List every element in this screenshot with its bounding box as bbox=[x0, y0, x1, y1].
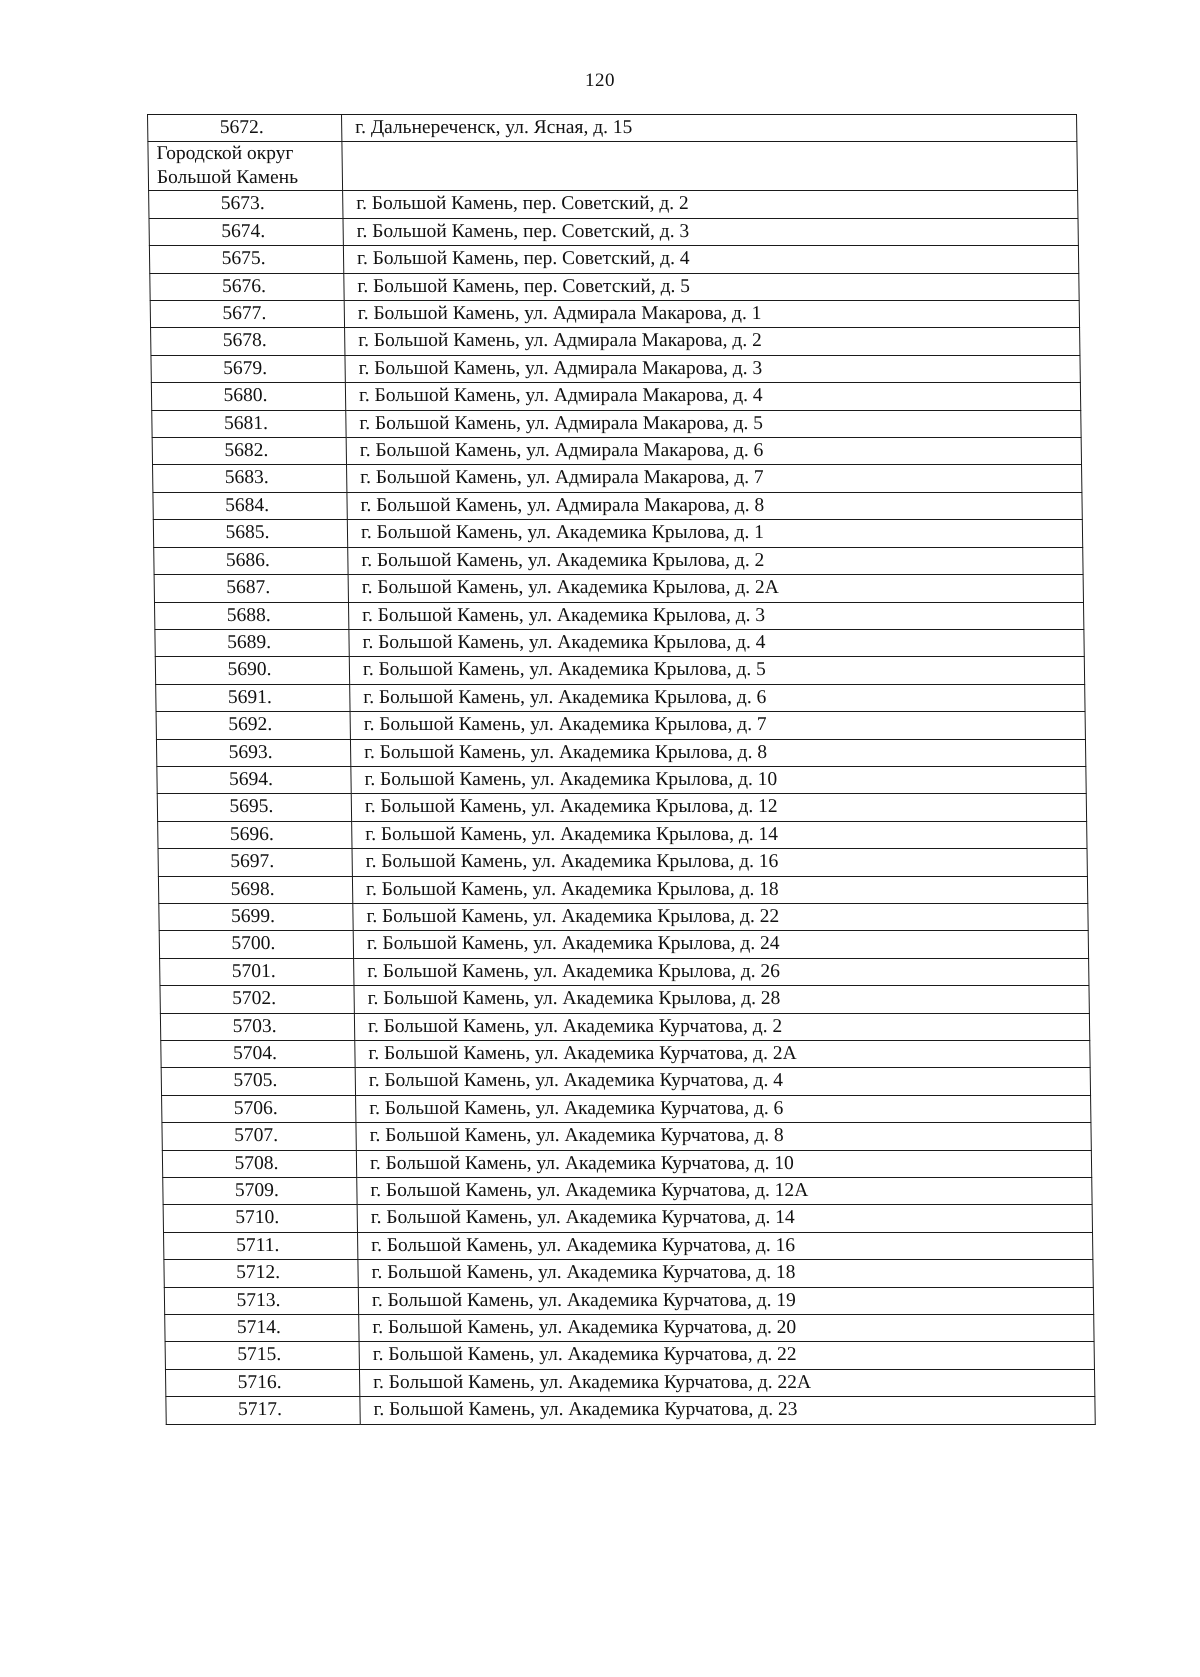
address-cell: г. Большой Камень, ул. Академика Крылова, д. 12 bbox=[351, 794, 1086, 821]
row-number: 5693. bbox=[228, 741, 273, 763]
row-number: 5678. bbox=[222, 330, 267, 352]
row-number: 5684. bbox=[225, 494, 270, 516]
row-number-cell bbox=[154, 602, 348, 629]
table-row bbox=[160, 958, 1089, 985]
address-table-body bbox=[148, 115, 1096, 1425]
row-number: 5674. bbox=[221, 220, 266, 242]
row-number-cell bbox=[152, 438, 346, 465]
table-row bbox=[161, 1041, 1090, 1068]
row-number-cell bbox=[163, 1205, 357, 1232]
address-cell: г. Большой Камень, ул. Академика Курчатова, д. 4 bbox=[355, 1068, 1090, 1095]
row-number: 5697. bbox=[230, 851, 275, 873]
address-cell: г. Большой Камень, ул. Академика Крылова, д. 4 bbox=[349, 629, 1084, 656]
row-number: 5694. bbox=[228, 768, 274, 790]
address-cell: г. Большой Камень, ул. Академика Крылова, д. 2А bbox=[348, 575, 1083, 602]
table-row bbox=[160, 1013, 1089, 1040]
row-number-cell bbox=[160, 958, 354, 985]
row-number-cell bbox=[164, 1287, 358, 1314]
row-number-cell bbox=[151, 328, 345, 355]
address-cell: г. Большой Камень, ул. Академика Курчатова, д. 2А bbox=[355, 1041, 1090, 1068]
row-number-cell bbox=[166, 1397, 360, 1424]
table-row bbox=[153, 465, 1082, 492]
row-number: 5677. bbox=[222, 303, 267, 325]
row-number: 5696. bbox=[229, 823, 274, 845]
table-row bbox=[159, 903, 1088, 930]
table-row bbox=[150, 301, 1079, 328]
row-number-cell bbox=[161, 1041, 355, 1068]
row-number-cell bbox=[151, 383, 345, 410]
table-row bbox=[155, 629, 1084, 656]
row-number-cell bbox=[156, 684, 350, 711]
table-row bbox=[149, 218, 1078, 245]
row-number: 5692. bbox=[228, 714, 273, 736]
row-number-cell bbox=[159, 903, 353, 930]
address-cell: г. Большой Камень, ул. Адмирала Макарова, д. 2 bbox=[345, 328, 1080, 355]
table-row bbox=[158, 876, 1087, 903]
address-cell: г. Большой Камень, ул. Академика Курчатова, д. 14 bbox=[357, 1205, 1092, 1232]
address-cell: г. Большой Камень, ул. Академика Крылова, д. 18 bbox=[352, 876, 1087, 903]
table-row bbox=[156, 684, 1085, 711]
row-number: 5689. bbox=[226, 631, 272, 653]
table-row bbox=[151, 328, 1080, 355]
table-row bbox=[161, 1068, 1090, 1095]
row-number: 5715. bbox=[237, 1344, 282, 1366]
group-name: Городской округ Большой Камень bbox=[148, 142, 343, 191]
address-cell: г. Большой Камень, ул. Академика Крылова, д. 1 bbox=[347, 520, 1082, 547]
row-number-cell bbox=[160, 1013, 354, 1040]
row-number-cell bbox=[153, 465, 347, 492]
row-number-cell bbox=[159, 931, 353, 958]
page-number: 120 bbox=[585, 70, 615, 91]
address-cell: г. Дальнереченск, ул. Ясная, д. 15 bbox=[342, 115, 1077, 142]
row-number: 5680. bbox=[223, 385, 268, 407]
address-cell: г. Большой Камень, ул. Академика Курчатова, д. 10 bbox=[356, 1150, 1091, 1177]
row-number-cell bbox=[153, 492, 347, 519]
table-row bbox=[154, 602, 1083, 629]
row-number: 5682. bbox=[224, 440, 269, 462]
row-number: 5700. bbox=[231, 933, 276, 955]
row-number-cell bbox=[164, 1260, 358, 1287]
address-cell: г. Большой Камень, ул. Академика Курчатова, д. 22А bbox=[359, 1369, 1094, 1396]
row-number: 5703. bbox=[232, 1015, 277, 1037]
row-number-cell bbox=[153, 520, 347, 547]
address-cell: г. Большой Камень, ул. Академика Курчатова, д. 20 bbox=[359, 1315, 1094, 1342]
row-number-cell bbox=[148, 115, 342, 142]
table-row bbox=[164, 1232, 1093, 1259]
address-cell: г. Большой Камень, ул. Адмирала Макарова, д. 4 bbox=[345, 383, 1080, 410]
row-number: 5706. bbox=[233, 1097, 278, 1119]
row-number-cell bbox=[154, 547, 348, 574]
row-number: 5672. bbox=[219, 117, 264, 138]
row-number-cell bbox=[164, 1232, 358, 1259]
row-number-cell bbox=[165, 1315, 359, 1342]
row-number: 5709. bbox=[234, 1180, 279, 1202]
table-row bbox=[151, 383, 1080, 410]
row-number: 5695. bbox=[229, 796, 274, 818]
address-cell: г. Большой Камень, ул. Академика Курчатова, д. 6 bbox=[356, 1095, 1091, 1122]
row-number-cell bbox=[156, 712, 350, 739]
row-number: 5690. bbox=[227, 659, 272, 681]
table-row bbox=[163, 1205, 1092, 1232]
table-row bbox=[165, 1342, 1094, 1369]
address-cell: г. Большой Камень, ул. Академика Курчатова, д. 23 bbox=[360, 1397, 1095, 1424]
address-cell: г. Большой Камень, ул. Академика Крылова, д. 14 bbox=[352, 821, 1087, 848]
address-cell: г. Большой Камень, ул. Адмирала Макарова, д. 6 bbox=[346, 438, 1081, 465]
row-number: 5673. bbox=[220, 193, 265, 215]
row-number-cell bbox=[151, 355, 345, 382]
empty-cell bbox=[342, 142, 1078, 191]
row-number: 5710. bbox=[235, 1207, 280, 1229]
address-cell: г. Большой Камень, ул. Академика Крылова, д. 5 bbox=[349, 657, 1084, 684]
table-row bbox=[157, 766, 1086, 793]
row-number: 5705. bbox=[233, 1070, 278, 1092]
table-row bbox=[154, 547, 1083, 574]
table-row bbox=[152, 438, 1081, 465]
row-number-cell bbox=[157, 766, 351, 793]
row-number: 5702. bbox=[232, 988, 277, 1010]
row-number-cell bbox=[162, 1095, 356, 1122]
table-row bbox=[152, 410, 1081, 437]
table-row bbox=[156, 712, 1085, 739]
table-row bbox=[156, 739, 1085, 766]
address-cell: г. Большой Камень, ул. Академика Крылова, д. 16 bbox=[352, 849, 1087, 876]
address-cell: г. Большой Камень, ул. Академика Курчатова, д. 8 bbox=[356, 1123, 1091, 1150]
row-number: 5686. bbox=[225, 549, 270, 571]
row-number-cell bbox=[158, 821, 352, 848]
address-cell: г. Большой Камень, ул. Академика Курчатова, д. 18 bbox=[358, 1260, 1093, 1287]
table-row bbox=[149, 191, 1078, 218]
address-cell: г. Большой Камень, ул. Адмирала Макарова, д. 5 bbox=[346, 410, 1081, 437]
row-number-cell bbox=[158, 876, 352, 903]
row-number: 5704. bbox=[232, 1043, 278, 1064]
address-cell: г. Большой Камень, ул. Академика Крылова, д. 24 bbox=[353, 931, 1088, 958]
table-row bbox=[153, 520, 1082, 547]
address-cell: г. Большой Камень, ул. Академика Крылова, д. 3 bbox=[348, 602, 1083, 629]
address-cell: г. Большой Камень, ул. Академика Курчатова, д. 2 bbox=[354, 1013, 1089, 1040]
row-number-cell bbox=[161, 1068, 355, 1095]
address-cell: г. Большой Камень, пер. Советский, д. 5 bbox=[344, 273, 1079, 300]
table-row bbox=[151, 355, 1080, 382]
address-cell: г. Большой Камень, ул. Академика Крылова, д. 8 bbox=[350, 739, 1085, 766]
address-cell: г. Большой Камень, ул. Адмирала Макарова, д. 8 bbox=[347, 492, 1082, 519]
address-cell: г. Большой Камень, ул. Адмирала Макарова, д. 1 bbox=[344, 301, 1079, 328]
address-cell: г. Большой Камень, ул. Академика Крылова, д. 6 bbox=[350, 684, 1085, 711]
address-cell: г. Большой Камень, ул. Академика Крылова, д. 10 bbox=[351, 766, 1086, 793]
row-number: 5698. bbox=[230, 878, 275, 900]
row-number-cell bbox=[156, 739, 350, 766]
row-number: 5714. bbox=[236, 1317, 281, 1339]
table-row bbox=[148, 115, 1077, 142]
table-row bbox=[159, 931, 1088, 958]
row-number: 5688. bbox=[226, 604, 271, 626]
row-number: 5676. bbox=[221, 275, 267, 297]
row-number-cell bbox=[154, 575, 348, 602]
row-number: 5699. bbox=[230, 905, 276, 927]
row-number: 5701. bbox=[231, 960, 276, 982]
table-row bbox=[157, 794, 1086, 821]
address-cell: г. Большой Камень, ул. Академика Курчатова, д. 16 bbox=[358, 1232, 1093, 1259]
row-number-cell bbox=[155, 657, 349, 684]
address-cell: г. Большой Камень, ул. Академика Курчатова, д. 12А bbox=[357, 1178, 1092, 1205]
row-number-cell bbox=[162, 1150, 356, 1177]
address-cell: г. Большой Камень, пер. Советский, д. 4 bbox=[343, 246, 1078, 273]
row-number: 5711. bbox=[235, 1234, 280, 1256]
row-number: 5683. bbox=[224, 467, 269, 489]
table-row bbox=[165, 1369, 1094, 1396]
address-cell: г. Большой Камень, ул. Академика Крылова, д. 2 bbox=[348, 547, 1083, 574]
row-number: 5712. bbox=[235, 1262, 281, 1284]
row-number-cell bbox=[149, 191, 343, 218]
row-number: 5685. bbox=[225, 522, 270, 544]
address-cell: г. Большой Камень, ул. Адмирала Макарова, д. 3 bbox=[345, 355, 1080, 382]
row-number: 5675. bbox=[221, 248, 266, 270]
row-number-cell bbox=[162, 1123, 356, 1150]
row-number-cell bbox=[160, 986, 354, 1013]
address-cell: г. Большой Камень, ул. Академика Крылова, д. 28 bbox=[354, 986, 1089, 1013]
address-cell: г. Большой Камень, ул. Адмирала Макарова, д. 7 bbox=[347, 465, 1082, 492]
table-row bbox=[149, 246, 1078, 273]
table-row bbox=[162, 1095, 1091, 1122]
row-number-cell bbox=[163, 1178, 357, 1205]
row-number: 5708. bbox=[234, 1152, 279, 1174]
row-number-cell bbox=[149, 218, 343, 245]
row-number-cell bbox=[149, 246, 343, 273]
address-cell: г. Большой Камень, ул. Академика Крылова, д. 7 bbox=[350, 712, 1085, 739]
row-number: 5707. bbox=[234, 1125, 279, 1147]
table-row bbox=[155, 657, 1084, 684]
address-cell: г. Большой Камень, ул. Академика Курчатова, д. 22 bbox=[359, 1342, 1094, 1369]
row-number: 5687. bbox=[226, 577, 271, 599]
row-number-cell bbox=[150, 301, 344, 328]
table-row bbox=[158, 849, 1087, 876]
table-row bbox=[166, 1397, 1095, 1424]
row-number: 5713. bbox=[236, 1289, 281, 1311]
row-number-cell bbox=[150, 273, 344, 300]
table-row bbox=[162, 1123, 1091, 1150]
row-number: 5681. bbox=[223, 412, 269, 434]
group-header-row bbox=[148, 142, 1078, 191]
table-row bbox=[150, 273, 1079, 300]
table-row bbox=[158, 821, 1087, 848]
row-number: 5691. bbox=[227, 686, 272, 708]
row-number: 5716. bbox=[237, 1371, 282, 1393]
address-table bbox=[147, 114, 1096, 1425]
address-cell: г. Большой Камень, ул. Академика Крылова, д. 22 bbox=[353, 903, 1088, 930]
address-cell: г. Большой Камень, пер. Советский, д. 2 bbox=[343, 191, 1078, 218]
row-number: 5717. bbox=[237, 1399, 283, 1421]
address-cell: г. Большой Камень, пер. Советский, д. 3 bbox=[343, 218, 1078, 245]
table-row bbox=[154, 575, 1083, 602]
table-row bbox=[164, 1287, 1093, 1314]
address-cell: г. Большой Камень, ул. Академика Курчатова, д. 19 bbox=[358, 1287, 1093, 1314]
row-number: 5679. bbox=[223, 357, 268, 379]
row-number-cell bbox=[165, 1342, 359, 1369]
table-row bbox=[163, 1178, 1092, 1205]
row-number-cell bbox=[165, 1369, 359, 1396]
row-number-cell bbox=[157, 794, 351, 821]
address-cell: г. Большой Камень, ул. Академика Крылова, д. 26 bbox=[354, 958, 1089, 985]
table-row bbox=[160, 986, 1089, 1013]
table-row bbox=[162, 1150, 1091, 1177]
table-row bbox=[164, 1260, 1093, 1287]
row-number-cell bbox=[152, 410, 346, 437]
row-number-cell bbox=[158, 849, 352, 876]
row-number-cell bbox=[155, 629, 349, 656]
table-row bbox=[165, 1315, 1094, 1342]
table-row bbox=[153, 492, 1082, 519]
